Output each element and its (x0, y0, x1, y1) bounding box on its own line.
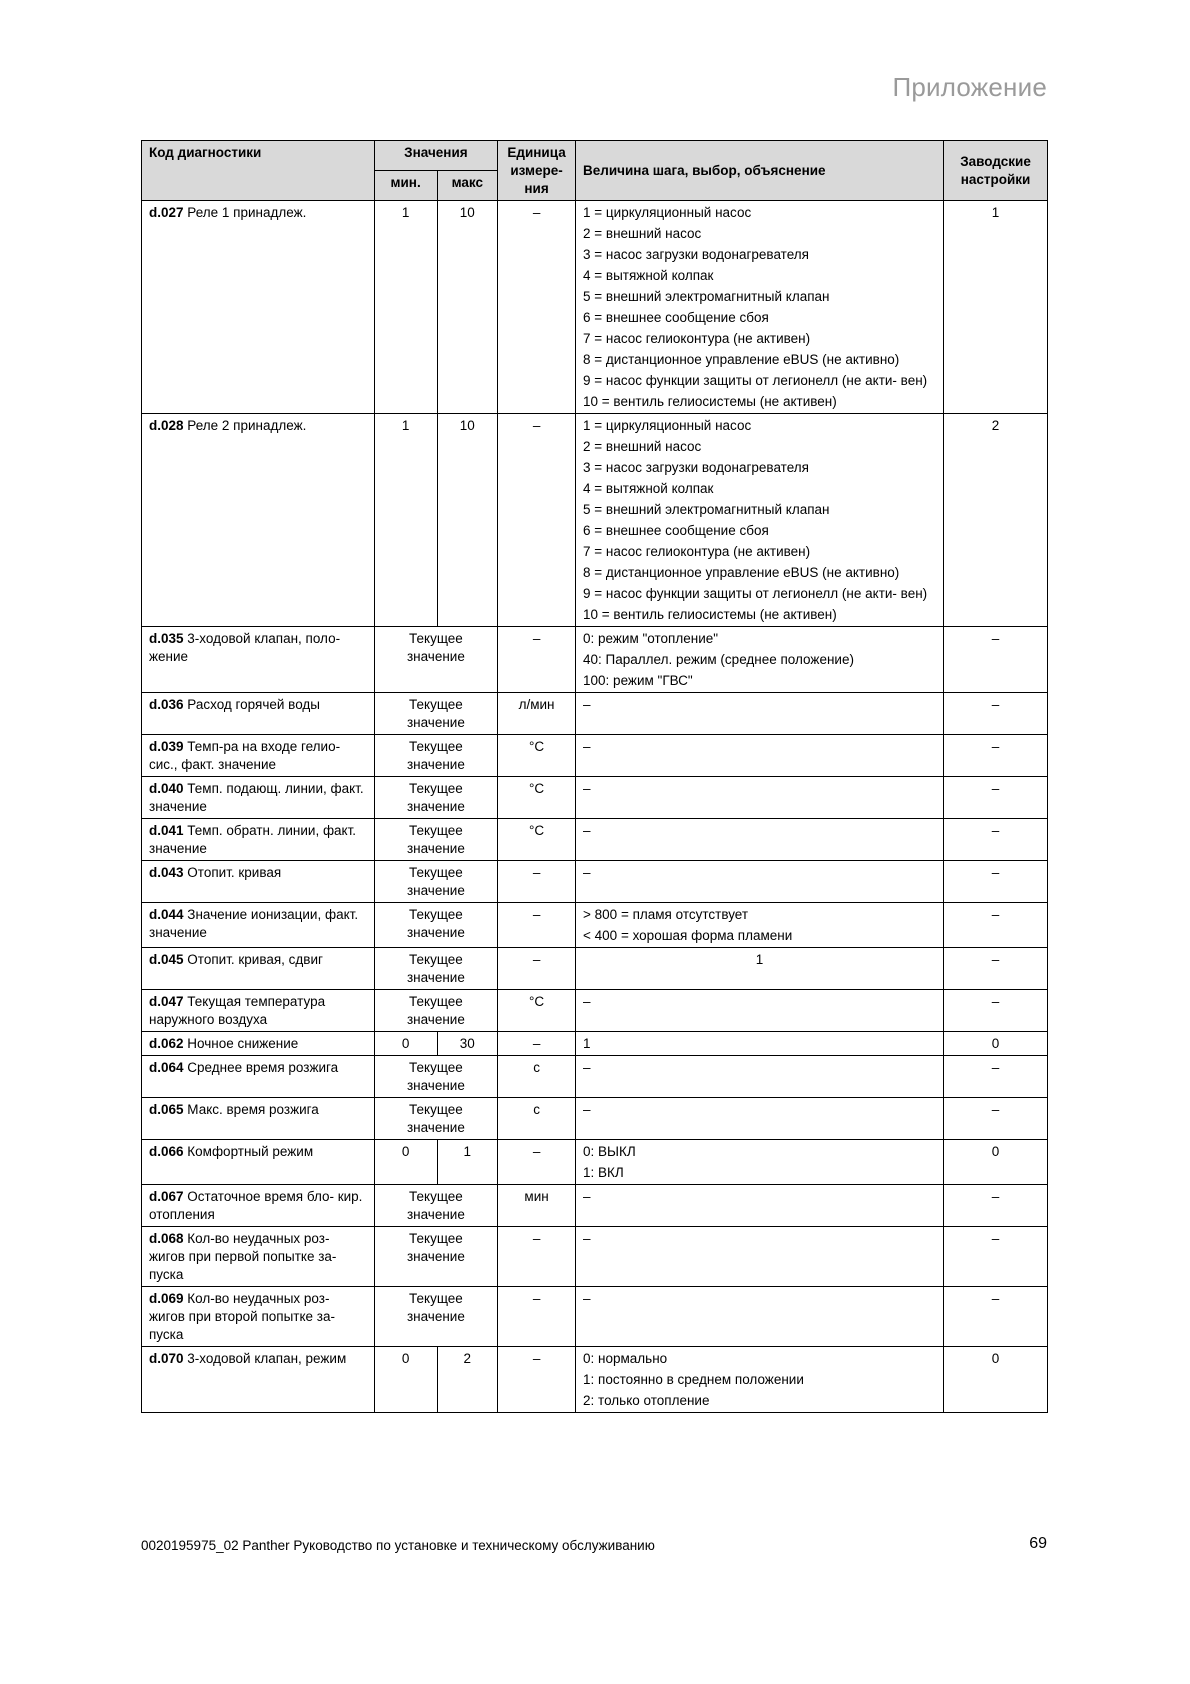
diag-code: d.040 (149, 781, 184, 796)
diag-name: Остаточное время бло- кир. отопления (149, 1189, 363, 1222)
option-line: 9 = насос функции защиты от легионелл (не акти- вен) (583, 373, 928, 388)
value-range: Текущее значение (374, 1287, 497, 1347)
value-range: Текущее значение (374, 819, 497, 861)
option-line: 1 (755, 952, 764, 967)
step-explanation (576, 414, 944, 627)
factory-setting: – (944, 777, 1048, 819)
step-explanation (576, 693, 944, 735)
diag-code: d.069 (149, 1291, 184, 1306)
diag-code: d.044 (149, 907, 184, 922)
diag-name: Отопит. кривая, сдвиг (187, 952, 323, 967)
table-row (142, 819, 1048, 861)
diag-name: Темп. подающ. линии, факт. значение (149, 781, 364, 814)
step-explanation (576, 1185, 944, 1227)
table-row (142, 414, 1048, 627)
unit: – (498, 861, 576, 903)
diag-code: d.039 (149, 739, 184, 754)
table-row (142, 627, 1048, 693)
page-number: 69 (1029, 1535, 1047, 1552)
option-line: 4 = вытяжной колпак (583, 481, 714, 496)
unit: с (498, 1056, 576, 1098)
diag-code: d.070 (149, 1351, 184, 1366)
value-range: Текущее значение (374, 861, 497, 903)
factory-setting: – (944, 948, 1048, 990)
value-min: 0 (374, 1140, 437, 1185)
unit: °C (498, 777, 576, 819)
factory-setting: 0 (944, 1347, 1048, 1413)
option-line: – (583, 781, 591, 796)
header-code: Код диагностики (142, 141, 375, 201)
value-max: 1 (437, 1140, 498, 1185)
step-explanation (576, 1227, 944, 1287)
diag-code: d.066 (149, 1144, 184, 1159)
table-row (142, 1227, 1048, 1287)
option-line: 2: только отопление (583, 1393, 710, 1408)
diag-name: Ночное снижение (187, 1036, 299, 1051)
step-explanation (576, 948, 944, 990)
table-row (142, 861, 1048, 903)
option-line: – (583, 994, 591, 1009)
table-row (142, 1032, 1048, 1056)
unit: – (498, 1287, 576, 1347)
unit: – (498, 1227, 576, 1287)
step-explanation (576, 990, 944, 1032)
diag-code-cell (142, 948, 375, 990)
option-line: 10 = вентиль гелиосистемы (не активен) (583, 394, 837, 409)
factory-setting: – (944, 1098, 1048, 1140)
table-row (142, 948, 1048, 990)
step-explanation (576, 861, 944, 903)
diag-name: Кол-во неудачных роз- жигов при второй попытке за- пуска (149, 1291, 335, 1342)
unit: °C (498, 819, 576, 861)
diag-code-cell (142, 990, 375, 1032)
diag-code-cell (142, 777, 375, 819)
option-line: 3 = насос загрузки водонагревателя (583, 247, 809, 262)
option-line: 2 = внешний насос (583, 439, 702, 454)
option-line: 6 = внешнее сообщение сбоя (583, 523, 769, 538)
option-line: 7 = насос гелиоконтура (не активен) (583, 544, 811, 559)
unit: мин (498, 1185, 576, 1227)
option-line: 1: постоянно в среднем положении (583, 1372, 804, 1387)
value-max: 2 (437, 1347, 498, 1413)
option-line: – (583, 1231, 591, 1246)
step-explanation (576, 735, 944, 777)
table-row (142, 903, 1048, 948)
table-row (142, 1185, 1048, 1227)
factory-setting: 0 (944, 1140, 1048, 1185)
header-values: Значения (374, 141, 497, 171)
table-row (142, 990, 1048, 1032)
factory-setting: – (944, 1287, 1048, 1347)
table-row (142, 201, 1048, 414)
unit: °C (498, 735, 576, 777)
table-row (142, 693, 1048, 735)
value-range: Текущее значение (374, 948, 497, 990)
option-line: 1: ВКЛ (583, 1165, 624, 1180)
option-line: 10 = вентиль гелиосистемы (не активен) (583, 607, 837, 622)
diag-name: Реле 2 принадлеж. (187, 418, 307, 433)
value-range: Текущее значение (374, 1098, 497, 1140)
step-explanation (576, 819, 944, 861)
value-max: 10 (437, 414, 498, 627)
factory-setting: – (944, 819, 1048, 861)
unit: – (498, 948, 576, 990)
unit: – (498, 903, 576, 948)
diag-name: 3-ходовой клапан, поло- жение (149, 631, 341, 664)
factory-setting: – (944, 735, 1048, 777)
table-header-row (142, 141, 1048, 171)
option-line: < 400 = хорошая форма пламени (583, 928, 793, 943)
option-line: 6 = внешнее сообщение сбоя (583, 310, 769, 325)
factory-setting: 2 (944, 414, 1048, 627)
unit: – (498, 1347, 576, 1413)
option-line: – (583, 697, 591, 712)
unit: – (498, 1032, 576, 1056)
table-row (142, 777, 1048, 819)
option-line: – (583, 739, 591, 754)
diag-name: Темп. обратн. линии, факт. значение (149, 823, 357, 856)
table-body (142, 201, 1048, 1413)
factory-setting: – (944, 1227, 1048, 1287)
value-range: Текущее значение (374, 735, 497, 777)
option-line: 8 = дистанционное управление eBUS (не активно) (583, 565, 900, 580)
value-max: 30 (437, 1032, 498, 1056)
diag-code-cell (142, 735, 375, 777)
table-row (142, 1287, 1048, 1347)
factory-setting: – (944, 1056, 1048, 1098)
value-range: Текущее значение (374, 1227, 497, 1287)
unit: – (498, 201, 576, 414)
factory-setting: 1 (944, 201, 1048, 414)
diag-code: d.045 (149, 952, 184, 967)
factory-setting: – (944, 693, 1048, 735)
diag-code-cell (142, 861, 375, 903)
diag-code-cell (142, 1098, 375, 1140)
value-min: 0 (374, 1347, 437, 1413)
diag-code-cell (142, 627, 375, 693)
step-explanation (576, 1098, 944, 1140)
diag-code: d.047 (149, 994, 184, 1009)
option-line: 40: Параллел. режим (среднее положение) (583, 652, 854, 667)
footer-document-title: 0020195975_02 Panther Руководство по установке и техническому обслуживанию (141, 1538, 655, 1553)
diag-code: d.068 (149, 1231, 184, 1246)
diag-code: d.064 (149, 1060, 184, 1075)
diag-code-cell (142, 1185, 375, 1227)
diag-code: d.067 (149, 1189, 184, 1204)
diag-code: d.041 (149, 823, 184, 838)
unit: – (498, 1140, 576, 1185)
diag-name: Текущая температура наружного воздуха (149, 994, 326, 1027)
option-line: 2 = внешний насос (583, 226, 702, 241)
value-max: 10 (437, 201, 498, 414)
value-range: Текущее значение (374, 777, 497, 819)
table-row (142, 1140, 1048, 1185)
diag-code: d.035 (149, 631, 184, 646)
option-line: 1 (583, 1036, 591, 1051)
header-min: мин. (374, 171, 437, 201)
factory-setting: – (944, 861, 1048, 903)
option-line: – (583, 823, 591, 838)
value-range: Текущее значение (374, 693, 497, 735)
step-explanation (576, 1347, 944, 1413)
diag-code-cell (142, 1227, 375, 1287)
diag-name: Реле 1 принадлеж. (187, 205, 307, 220)
diag-code-cell (142, 414, 375, 627)
diag-code-cell (142, 1347, 375, 1413)
option-line: 1 = циркуляционный насос (583, 418, 752, 433)
diag-name: Комфортный режим (187, 1144, 314, 1159)
option-line: – (583, 1102, 591, 1117)
table-row (142, 1056, 1048, 1098)
unit: – (498, 414, 576, 627)
table-row (142, 1098, 1048, 1140)
diag-name: Темп-ра на входе гелио- сис., факт. значение (149, 739, 341, 772)
value-range: Текущее значение (374, 1056, 497, 1098)
option-line: 1 = циркуляционный насос (583, 205, 752, 220)
step-explanation (576, 903, 944, 948)
diag-code-cell (142, 1287, 375, 1347)
step-explanation (576, 1056, 944, 1098)
option-line: 8 = дистанционное управление eBUS (не активно) (583, 352, 900, 367)
option-line: – (583, 1060, 591, 1075)
factory-setting: – (944, 903, 1048, 948)
diag-code-cell (142, 1056, 375, 1098)
factory-setting: – (944, 990, 1048, 1032)
diag-name: Отопит. кривая (187, 865, 282, 880)
diag-name: Кол-во неудачных роз- жигов при первой попытке за- пуска (149, 1231, 337, 1282)
factory-setting: 0 (944, 1032, 1048, 1056)
unit: °C (498, 990, 576, 1032)
option-line: 0: режим "отопление" (583, 631, 719, 646)
diag-code: d.027 (149, 205, 184, 220)
step-explanation (576, 201, 944, 414)
step-explanation (576, 627, 944, 693)
option-line: 100: режим "ГВС" (583, 673, 693, 688)
step-explanation (576, 1032, 944, 1056)
step-explanation (576, 777, 944, 819)
value-range: Текущее значение (374, 627, 497, 693)
diag-code: d.065 (149, 1102, 184, 1117)
diagnostic-codes-table (141, 140, 1048, 1413)
unit: – (498, 627, 576, 693)
option-line: > 800 = пламя отсутствует (583, 907, 749, 922)
factory-setting: – (944, 627, 1048, 693)
table-row (142, 735, 1048, 777)
option-line: 3 = насос загрузки водонагревателя (583, 460, 809, 475)
unit: с (498, 1098, 576, 1140)
diag-name: Среднее время розжига (187, 1060, 339, 1075)
diag-code: d.062 (149, 1036, 184, 1051)
header-max: макс (437, 171, 498, 201)
diag-name: 3-ходовой клапан, режим (187, 1351, 347, 1366)
option-line: 7 = насос гелиоконтура (не активен) (583, 331, 811, 346)
diag-code: d.036 (149, 697, 184, 712)
table-row (142, 1347, 1048, 1413)
factory-setting: – (944, 1185, 1048, 1227)
value-min: 1 (374, 414, 437, 627)
option-line: 9 = насос функции защиты от легионелл (не акти- вен) (583, 586, 928, 601)
header-factory: Заводские настройки (944, 141, 1048, 201)
option-line: 5 = внешний электромагнитный клапан (583, 289, 830, 304)
step-explanation (576, 1287, 944, 1347)
diag-code: d.028 (149, 418, 184, 433)
step-explanation (576, 1140, 944, 1185)
value-range: Текущее значение (374, 903, 497, 948)
diag-code-cell (142, 1140, 375, 1185)
diag-name: Значение ионизации, факт. значение (149, 907, 359, 940)
header-step: Величина шага, выбор, объяснение (576, 141, 944, 201)
option-line: 5 = внешний электромагнитный клапан (583, 502, 830, 517)
diag-name: Расход горячей воды (187, 697, 320, 712)
value-range: Текущее значение (374, 990, 497, 1032)
header-unit: Единица измере- ния (498, 141, 576, 201)
diag-code-cell (142, 201, 375, 414)
option-line: – (583, 1291, 591, 1306)
option-line: 0: нормально (583, 1351, 668, 1366)
value-min: 1 (374, 201, 437, 414)
diag-code-cell (142, 693, 375, 735)
option-line: – (583, 1189, 591, 1204)
value-range: Текущее значение (374, 1185, 497, 1227)
diag-code-cell (142, 903, 375, 948)
unit: л/мин (498, 693, 576, 735)
diag-code: d.043 (149, 865, 184, 880)
section-title: Приложение (892, 72, 1047, 102)
value-min: 0 (374, 1032, 437, 1056)
option-line: 4 = вытяжной колпак (583, 268, 714, 283)
diag-code-cell (142, 1032, 375, 1056)
diag-name: Макс. время розжига (187, 1102, 319, 1117)
diag-code-cell (142, 819, 375, 861)
option-line: – (583, 865, 591, 880)
option-line: 0: ВЫКЛ (583, 1144, 636, 1159)
